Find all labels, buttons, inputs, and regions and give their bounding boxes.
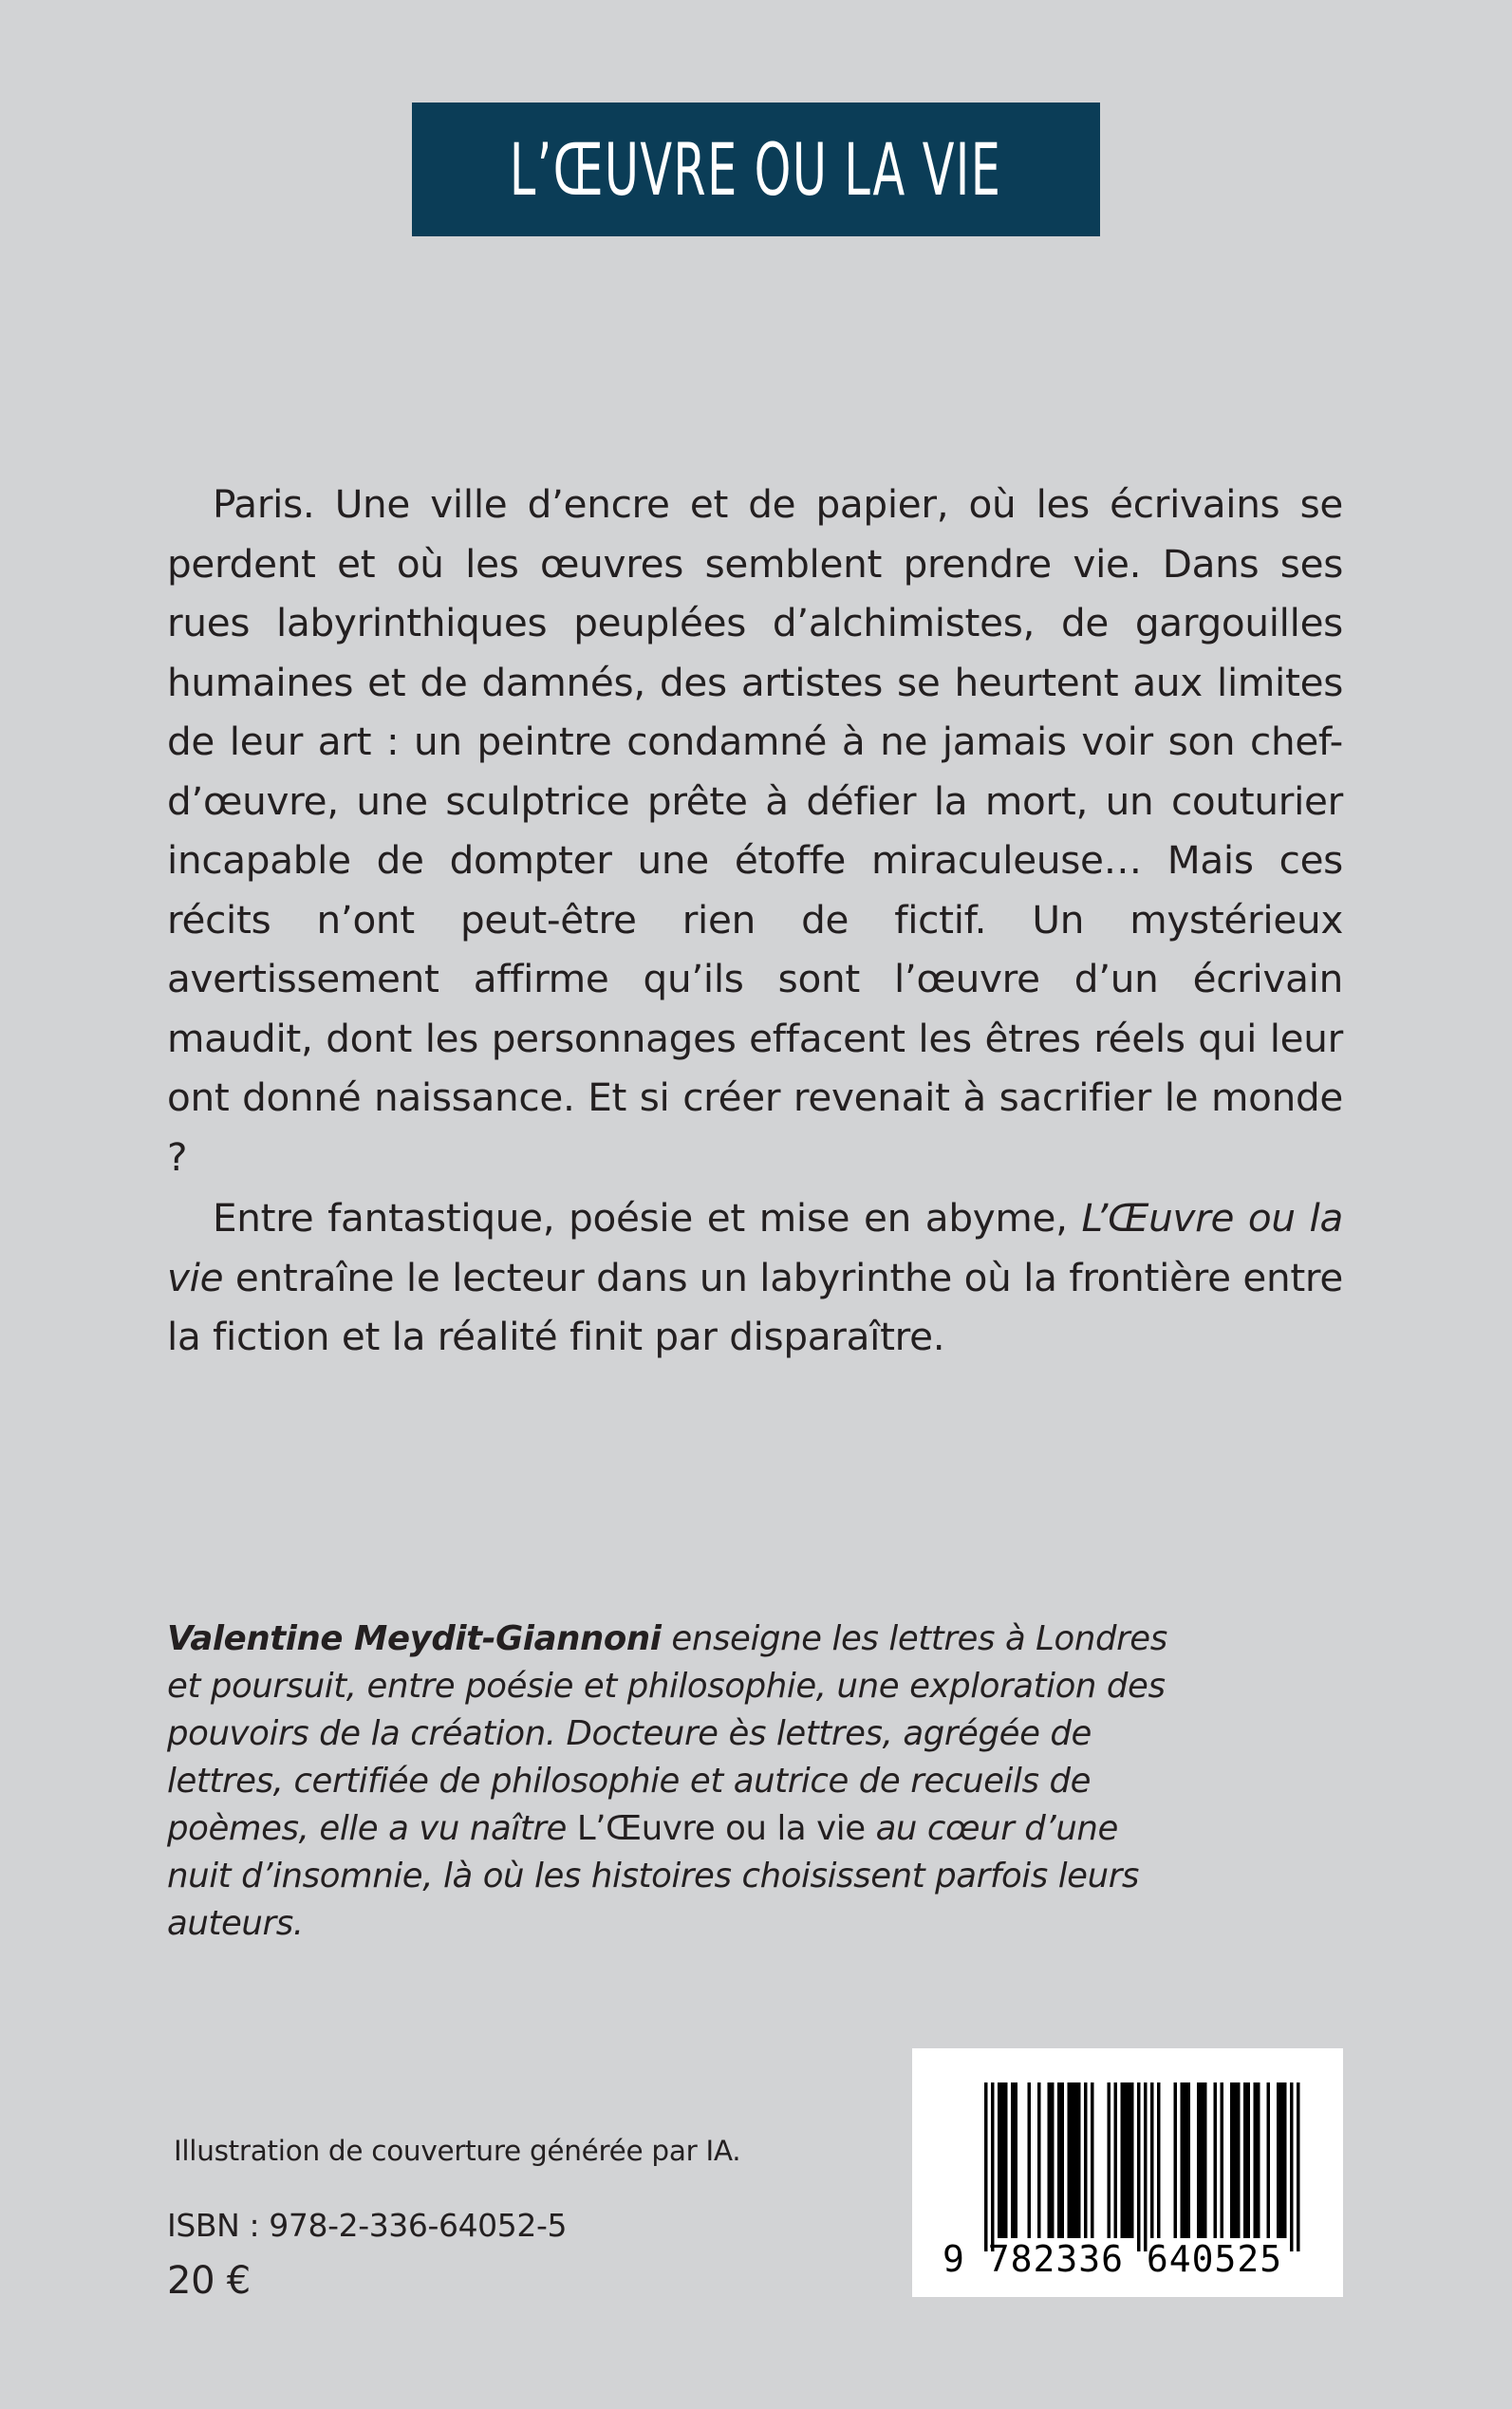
barcode-bar <box>1283 2082 1287 2238</box>
barcode-bar <box>1071 2082 1074 2238</box>
barcode-bar <box>1004 2082 1008 2238</box>
barcode-bar <box>1201 2082 1204 2238</box>
barcode-bar <box>1144 2082 1148 2251</box>
price: 20 € <box>167 2259 251 2303</box>
title-band <box>412 103 1100 236</box>
barcode-bar <box>1114 2082 1118 2238</box>
barcode-bar <box>1128 2082 1131 2238</box>
barcode-bar <box>1061 2082 1065 2238</box>
barcode <box>912 2048 1343 2297</box>
barcode-bar <box>1028 2082 1032 2238</box>
barcode-bar <box>1015 2082 1018 2238</box>
barcode-bar <box>1197 2082 1201 2238</box>
barcode-digits: 9 782336 640525 <box>943 2238 1283 2280</box>
bio-book-title: L’Œuvre ou la vie <box>576 1809 866 1848</box>
author-bio <box>167 1615 1173 1948</box>
barcode-bar <box>1243 2082 1247 2238</box>
barcode-bar <box>1157 2082 1161 2238</box>
barcode-bar <box>991 2082 995 2251</box>
barcode-bar <box>1204 2082 1207 2238</box>
summary-p2-after: entraîne le lecteur dans un labyrinthe où la frontière entre la fiction et la réalité finit par disparaître. <box>167 1254 1343 1359</box>
barcode-bar <box>1237 2082 1241 2238</box>
barcode-bar <box>1051 2082 1055 2238</box>
barcode-bar <box>1267 2082 1271 2238</box>
summary-p2-before: Entre fantastique, poésie et mise en abyme, <box>213 1195 1082 1241</box>
barcode-bar <box>1150 2082 1154 2238</box>
isbn: ISBN : 978-2-336-64052-5 <box>167 2207 568 2244</box>
barcode-bar <box>1048 2082 1052 2238</box>
barcode-bar <box>1074 2082 1078 2238</box>
summary-paragraph-1: Paris. Une ville d’encre et de papier, où les écrivains se perdent et où les œuvres semblent prendre vie. Dans ses rues labyrinthiques peuplées d’alchimistes, de gargouilles humaines et de damnés, des artistes se heurtent aux limites de leur art : un peintre condamné à ne jamais voir son chef-d’œuvre, une sculptrice prête à défier la mort, un couturier incapable de dompter une étoffe miraculeuse… Mais ces récits n’ont peut-être rien de fictif. Un mystérieux avertissement affirme qu’ils sont l’œuvre d’un écrivain maudit, dont les personnages effacent les êtres réels qui leur ont donné naissance. Et si créer revenait à sacrifier le monde ? <box>167 481 1343 1180</box>
barcode-bar <box>1257 2082 1260 2238</box>
barcode-bar <box>1184 2082 1187 2238</box>
barcode-bar <box>1068 2082 1072 2238</box>
bio-text-1: enseigne les lettres à Londres et poursuit, entre poésie et philosophie, une exploration des pouvoirs de la création. Docteure ès lettres, agrégée de lettres, certifiée de philosophie et autrice de recueils de poèmes, elle a vu naître <box>167 1619 1167 1848</box>
barcode-bar <box>1121 2082 1125 2238</box>
barcode-bar <box>1181 2082 1185 2238</box>
summary-p2-title: L’Œuvre ou la vie <box>167 1195 1343 1300</box>
barcode-bar <box>1214 2082 1218 2238</box>
barcode-bar <box>1280 2082 1284 2238</box>
barcode-bar <box>1057 2082 1061 2238</box>
barcode-bar <box>1187 2082 1191 2238</box>
barcode-bar <box>1290 2082 1294 2251</box>
barcode-bar <box>984 2082 988 2251</box>
barcode-bar <box>1130 2082 1134 2238</box>
barcode-bar <box>1221 2082 1224 2238</box>
barcode-bar <box>1001 2082 1005 2238</box>
barcode-bar <box>1247 2082 1251 2238</box>
barcode-bar <box>1124 2082 1128 2238</box>
barcode-bar <box>1084 2082 1088 2238</box>
barcode-bar <box>1077 2082 1081 2238</box>
barcode-bar <box>1234 2082 1238 2238</box>
barcode-bar <box>1230 2082 1234 2238</box>
author-bio-text <box>167 1615 1173 1948</box>
barcode-bar <box>1277 2082 1280 2238</box>
barcode-bar <box>1091 2082 1094 2238</box>
barcode-bar <box>1137 2082 1141 2251</box>
barcode-bar <box>998 2082 1001 2238</box>
barcode-bar <box>1037 2082 1041 2238</box>
barcode-bar <box>1108 2082 1111 2238</box>
author-name: Valentine Meydit-Giannoni <box>167 1619 662 1658</box>
illustration-credit: Illustration de couverture générée par IA. <box>174 2135 741 2167</box>
barcode-bar <box>1011 2082 1015 2238</box>
book-title: L’ŒUVRE OU LA VIE <box>510 127 1002 212</box>
bio-text-2: au cœur d’une nuit d’insomnie, là où les histoires choisissent parfois leurs auteurs. <box>167 1809 1140 1943</box>
barcode-bar <box>1174 2082 1178 2238</box>
back-cover-summary <box>167 475 1343 1367</box>
summary-paragraph-2 <box>167 1188 1343 1367</box>
barcode-bar <box>1297 2082 1300 2251</box>
barcode-bar <box>1254 2082 1258 2238</box>
